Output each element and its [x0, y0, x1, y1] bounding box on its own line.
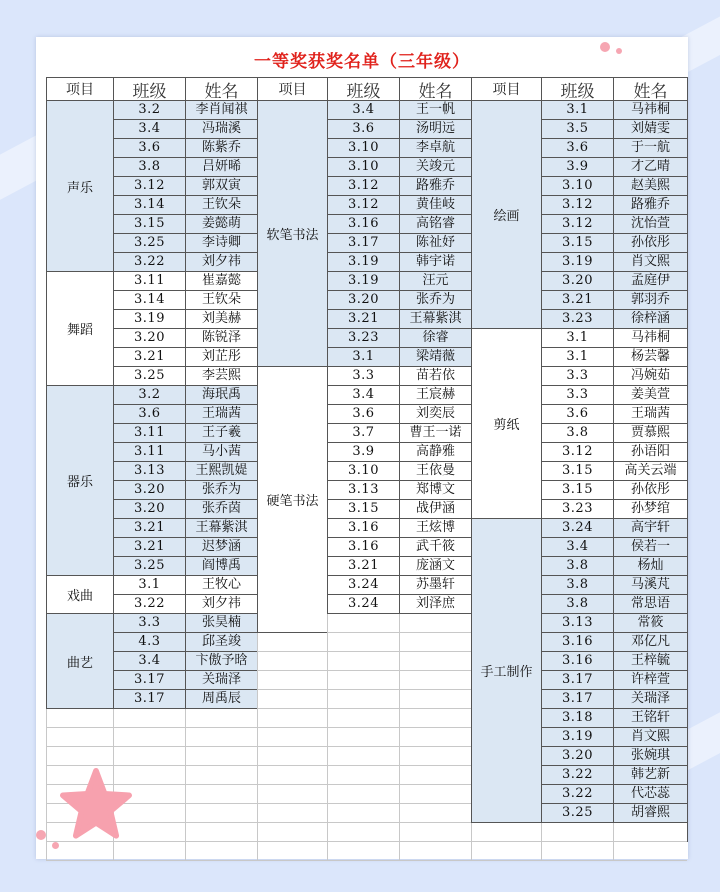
header-class: 班级	[541, 77, 613, 101]
name-cell: 王钦朵	[185, 196, 257, 215]
header-name: 姓名	[613, 77, 687, 101]
class-cell: 3.7	[327, 424, 399, 443]
class-cell: 3.11	[113, 272, 185, 291]
name-cell: 张婉琪	[613, 747, 687, 766]
empty-cell	[327, 728, 399, 747]
class-cell: 3.8	[541, 424, 613, 443]
class-cell: 3.16	[541, 633, 613, 652]
class-cell: 3.21	[327, 310, 399, 329]
class-cell: 3.22	[113, 253, 185, 272]
empty-cell	[185, 747, 257, 766]
name-cell: 海珉禹	[185, 386, 257, 405]
class-cell: 3.17	[113, 671, 185, 690]
class-cell: 3.19	[327, 272, 399, 291]
star-decoration-icon	[60, 768, 132, 840]
class-cell: 3.21	[327, 557, 399, 576]
name-cell: 梁靖薇	[399, 348, 471, 367]
empty-cell	[327, 652, 399, 671]
class-cell: 3.12	[541, 215, 613, 234]
empty-cell	[327, 671, 399, 690]
class-cell: 3.25	[113, 557, 185, 576]
empty-cell	[46, 747, 113, 766]
dot-decoration	[52, 842, 59, 849]
name-cell: 孙梦绾	[613, 500, 687, 519]
class-cell: 3.8	[541, 595, 613, 614]
project-cell: 曲艺	[46, 614, 113, 709]
name-cell: 陈祉妤	[399, 234, 471, 253]
empty-cell	[399, 614, 471, 633]
empty-cell	[185, 823, 257, 842]
class-cell: 3.24	[327, 576, 399, 595]
empty-cell	[327, 804, 399, 823]
class-cell: 3.8	[113, 158, 185, 177]
empty-cell	[46, 709, 113, 728]
class-cell: 3.16	[327, 538, 399, 557]
name-cell: 侯若一	[613, 538, 687, 557]
empty-cell	[327, 842, 399, 861]
class-cell: 3.10	[327, 139, 399, 158]
class-cell: 3.20	[113, 329, 185, 348]
name-cell: 冯瑞溪	[185, 120, 257, 139]
name-cell: 王一帆	[399, 101, 471, 120]
name-cell: 庞涵文	[399, 557, 471, 576]
class-cell: 3.12	[113, 177, 185, 196]
name-cell: 李卓航	[399, 139, 471, 158]
class-cell: 3.17	[541, 690, 613, 709]
class-cell: 3.15	[113, 215, 185, 234]
class-cell: 3.10	[541, 177, 613, 196]
class-cell: 3.19	[541, 728, 613, 747]
class-cell: 3.17	[541, 671, 613, 690]
empty-cell	[327, 766, 399, 785]
name-cell: 邱圣竣	[185, 633, 257, 652]
name-cell: 刘泽庶	[399, 595, 471, 614]
project-cell: 剪纸	[471, 329, 541, 519]
name-cell: 陈紫乔	[185, 139, 257, 158]
class-cell: 3.4	[113, 652, 185, 671]
class-cell: 3.4	[113, 120, 185, 139]
empty-cell	[257, 671, 327, 690]
name-cell: 孙语阳	[613, 443, 687, 462]
class-cell: 3.22	[113, 595, 185, 614]
class-cell: 3.6	[541, 405, 613, 424]
name-cell: 路雅乔	[613, 196, 687, 215]
name-cell: 王依曼	[399, 462, 471, 481]
class-cell: 3.12	[327, 196, 399, 215]
class-cell: 3.6	[113, 405, 185, 424]
name-cell: 王幕紫淇	[185, 519, 257, 538]
table-column	[613, 77, 687, 861]
name-cell: 王牧心	[185, 576, 257, 595]
class-cell: 3.11	[113, 424, 185, 443]
class-cell: 3.1	[541, 101, 613, 120]
class-cell: 3.13	[541, 614, 613, 633]
table-column	[46, 77, 113, 861]
name-cell: 高关云端	[613, 462, 687, 481]
header-name: 姓名	[185, 77, 257, 101]
empty-cell	[257, 728, 327, 747]
empty-cell	[471, 823, 541, 842]
class-cell: 3.4	[327, 101, 399, 120]
empty-cell	[327, 785, 399, 804]
class-cell: 3.19	[327, 253, 399, 272]
name-cell: 王铭轩	[613, 709, 687, 728]
name-cell: 汪元	[399, 272, 471, 291]
name-cell: 郭双寅	[185, 177, 257, 196]
name-cell: 崔嘉懿	[185, 272, 257, 291]
empty-cell	[257, 690, 327, 709]
name-cell: 代芯蕊	[613, 785, 687, 804]
name-cell: 战伊涵	[399, 500, 471, 519]
class-cell: 3.21	[113, 519, 185, 538]
class-cell: 3.17	[113, 690, 185, 709]
class-cell: 3.1	[541, 329, 613, 348]
class-cell: 3.23	[327, 329, 399, 348]
class-cell: 3.24	[541, 519, 613, 538]
name-cell: 马溪芃	[613, 576, 687, 595]
name-cell: 苗若依	[399, 367, 471, 386]
name-cell: 郭羽乔	[613, 291, 687, 310]
name-cell: 贾慕熙	[613, 424, 687, 443]
name-cell: 阎博禹	[185, 557, 257, 576]
name-cell: 刘芷彤	[185, 348, 257, 367]
empty-cell	[185, 785, 257, 804]
name-cell: 王瑞茜	[613, 405, 687, 424]
empty-cell	[257, 785, 327, 804]
table-column	[113, 77, 185, 861]
name-cell: 王宸赫	[399, 386, 471, 405]
class-cell: 3.25	[541, 804, 613, 823]
table-column	[471, 77, 541, 861]
empty-cell	[46, 728, 113, 747]
empty-cell	[471, 842, 541, 861]
class-cell: 3.25	[113, 367, 185, 386]
empty-cell	[327, 747, 399, 766]
name-cell: 孙依彤	[613, 481, 687, 500]
class-cell: 3.2	[113, 386, 185, 405]
name-cell: 胡睿熙	[613, 804, 687, 823]
empty-cell	[185, 842, 257, 861]
class-cell: 4.3	[113, 633, 185, 652]
name-cell: 高宇轩	[613, 519, 687, 538]
empty-cell	[185, 804, 257, 823]
class-cell: 3.15	[541, 462, 613, 481]
empty-cell	[113, 747, 185, 766]
empty-cell	[399, 785, 471, 804]
project-cell: 器乐	[46, 386, 113, 576]
empty-cell	[257, 804, 327, 823]
name-cell: 李肖闻祺	[185, 101, 257, 120]
class-cell: 3.20	[327, 291, 399, 310]
name-cell: 周禹辰	[185, 690, 257, 709]
empty-cell	[113, 842, 185, 861]
name-cell: 王梓毓	[613, 652, 687, 671]
name-cell: 迟梦涵	[185, 538, 257, 557]
empty-cell	[399, 823, 471, 842]
name-cell: 邓亿凡	[613, 633, 687, 652]
empty-cell	[541, 823, 613, 842]
empty-cell	[257, 652, 327, 671]
empty-cell	[257, 823, 327, 842]
name-cell: 韩艺新	[613, 766, 687, 785]
name-cell: 张乔为	[399, 291, 471, 310]
class-cell: 3.15	[541, 234, 613, 253]
name-cell: 孟庭伊	[613, 272, 687, 291]
class-cell: 3.15	[327, 500, 399, 519]
class-cell: 3.6	[541, 139, 613, 158]
class-cell: 3.3	[327, 367, 399, 386]
name-cell: 王炫博	[399, 519, 471, 538]
name-cell: 常思语	[613, 595, 687, 614]
name-cell: 肖文熙	[613, 728, 687, 747]
class-cell: 3.8	[541, 576, 613, 595]
project-cell: 戏曲	[46, 576, 113, 614]
class-cell: 3.3	[113, 614, 185, 633]
header-class: 班级	[327, 77, 399, 101]
table-column	[541, 77, 613, 861]
header-class: 班级	[113, 77, 185, 101]
project-cell: 绘画	[471, 101, 541, 329]
name-cell: 肖文熙	[613, 253, 687, 272]
class-cell: 3.5	[541, 120, 613, 139]
class-cell: 3.24	[327, 595, 399, 614]
name-cell: 王瑞茜	[185, 405, 257, 424]
empty-cell	[257, 842, 327, 861]
empty-cell	[399, 804, 471, 823]
name-cell: 曹王一诺	[399, 424, 471, 443]
table-column	[185, 77, 257, 861]
dot-decoration	[36, 830, 46, 840]
empty-cell	[541, 842, 613, 861]
header-project: 项目	[257, 77, 327, 101]
class-cell: 3.20	[541, 747, 613, 766]
empty-cell	[327, 709, 399, 728]
empty-cell	[399, 633, 471, 652]
name-cell: 关竣元	[399, 158, 471, 177]
name-cell: 张乔为	[185, 481, 257, 500]
empty-cell	[327, 614, 399, 633]
class-cell: 3.6	[113, 139, 185, 158]
class-cell: 3.17	[327, 234, 399, 253]
project-cell: 硬笔书法	[257, 367, 327, 633]
table-column	[257, 77, 327, 861]
project-cell: 软笔书法	[257, 101, 327, 367]
name-cell: 高铭睿	[399, 215, 471, 234]
class-cell: 3.19	[113, 310, 185, 329]
name-cell: 汤明远	[399, 120, 471, 139]
class-cell: 3.15	[541, 481, 613, 500]
name-cell: 徐睿	[399, 329, 471, 348]
empty-cell	[185, 728, 257, 747]
class-cell: 3.20	[113, 481, 185, 500]
empty-cell	[113, 728, 185, 747]
name-cell: 马祎桐	[613, 101, 687, 120]
empty-cell	[113, 709, 185, 728]
class-cell: 3.4	[327, 386, 399, 405]
dot-decoration	[600, 42, 610, 52]
header-name: 姓名	[399, 77, 471, 101]
name-cell: 沈怡萱	[613, 215, 687, 234]
name-cell: 才乙晴	[613, 158, 687, 177]
empty-cell	[399, 747, 471, 766]
class-cell: 3.3	[541, 367, 613, 386]
class-cell: 3.20	[541, 272, 613, 291]
project-cell: 舞蹈	[46, 272, 113, 386]
name-cell: 孙依彤	[613, 234, 687, 253]
class-cell: 3.12	[541, 443, 613, 462]
class-cell: 3.6	[327, 405, 399, 424]
sheet-title: 一等奖获奖名单（三年级）	[254, 52, 470, 72]
project-cell: 声乐	[46, 101, 113, 272]
class-cell: 3.14	[113, 196, 185, 215]
name-cell: 韩宇诺	[399, 253, 471, 272]
name-cell: 武千筱	[399, 538, 471, 557]
header-project: 项目	[471, 77, 541, 101]
class-cell: 3.4	[541, 538, 613, 557]
name-cell: 杨灿	[613, 557, 687, 576]
empty-cell	[613, 842, 687, 861]
class-cell: 3.6	[327, 120, 399, 139]
empty-cell	[399, 671, 471, 690]
dot-decoration	[616, 48, 622, 54]
empty-cell	[613, 823, 687, 842]
name-cell: 姜懿萌	[185, 215, 257, 234]
class-cell: 3.16	[327, 215, 399, 234]
name-cell: 刘夕祎	[185, 595, 257, 614]
name-cell: 刘婧雯	[613, 120, 687, 139]
empty-cell	[327, 690, 399, 709]
name-cell: 卞傲予晗	[185, 652, 257, 671]
name-cell: 许梓萱	[613, 671, 687, 690]
empty-cell	[399, 766, 471, 785]
empty-cell	[399, 709, 471, 728]
class-cell: 3.1	[541, 348, 613, 367]
empty-cell	[257, 709, 327, 728]
empty-cell	[327, 633, 399, 652]
class-cell: 3.21	[541, 291, 613, 310]
header-project: 项目	[46, 77, 113, 101]
empty-cell	[399, 652, 471, 671]
name-cell: 高静雅	[399, 443, 471, 462]
name-cell: 路雅乔	[399, 177, 471, 196]
name-cell: 关瑞泽	[613, 690, 687, 709]
name-cell: 吕妍晞	[185, 158, 257, 177]
name-cell: 王子羲	[185, 424, 257, 443]
empty-cell	[257, 747, 327, 766]
name-cell: 于一航	[613, 139, 687, 158]
class-cell: 3.1	[327, 348, 399, 367]
class-cell: 3.10	[327, 462, 399, 481]
name-cell: 刘美赫	[185, 310, 257, 329]
empty-cell	[399, 842, 471, 861]
class-cell: 3.10	[327, 158, 399, 177]
class-cell: 3.13	[327, 481, 399, 500]
class-cell: 3.9	[541, 158, 613, 177]
name-cell: 赵美熙	[613, 177, 687, 196]
empty-cell	[399, 728, 471, 747]
project-cell: 手工制作	[471, 519, 541, 823]
class-cell: 3.21	[113, 348, 185, 367]
empty-cell	[399, 690, 471, 709]
name-cell: 杨芸馨	[613, 348, 687, 367]
name-cell: 郑博文	[399, 481, 471, 500]
class-cell: 3.25	[113, 234, 185, 253]
name-cell: 刘夕祎	[185, 253, 257, 272]
name-cell: 刘奕辰	[399, 405, 471, 424]
name-cell: 常筱	[613, 614, 687, 633]
name-cell: 马小茜	[185, 443, 257, 462]
class-cell: 3.1	[113, 576, 185, 595]
name-cell: 姜美萱	[613, 386, 687, 405]
name-cell: 王幕紫淇	[399, 310, 471, 329]
class-cell: 3.21	[113, 538, 185, 557]
class-cell: 3.9	[327, 443, 399, 462]
name-cell: 张乔茵	[185, 500, 257, 519]
name-cell: 黄佳岐	[399, 196, 471, 215]
name-cell: 苏墨轩	[399, 576, 471, 595]
class-cell: 3.23	[541, 310, 613, 329]
class-cell: 3.12	[541, 196, 613, 215]
name-cell: 冯婉茹	[613, 367, 687, 386]
class-cell: 3.22	[541, 766, 613, 785]
class-cell: 3.16	[541, 652, 613, 671]
class-cell: 3.3	[541, 386, 613, 405]
name-cell: 马祎桐	[613, 329, 687, 348]
class-cell: 3.2	[113, 101, 185, 120]
table-column	[399, 77, 471, 861]
class-cell: 3.22	[541, 785, 613, 804]
empty-cell	[185, 766, 257, 785]
name-cell: 王钦朵	[185, 291, 257, 310]
empty-cell	[327, 823, 399, 842]
name-cell: 李芸熙	[185, 367, 257, 386]
class-cell: 3.20	[113, 500, 185, 519]
empty-cell	[257, 766, 327, 785]
class-cell: 3.8	[541, 557, 613, 576]
class-cell: 3.18	[541, 709, 613, 728]
class-cell: 3.19	[541, 253, 613, 272]
name-cell: 张昊楠	[185, 614, 257, 633]
class-cell: 3.12	[327, 177, 399, 196]
class-cell: 3.13	[113, 462, 185, 481]
empty-cell	[185, 709, 257, 728]
name-cell: 陈锐泽	[185, 329, 257, 348]
table-column	[327, 77, 399, 861]
empty-cell	[257, 633, 327, 652]
class-cell: 3.16	[327, 519, 399, 538]
table-right-border	[687, 77, 688, 842]
name-cell: 王熙凯媞	[185, 462, 257, 481]
class-cell: 3.23	[541, 500, 613, 519]
name-cell: 李诗卿	[185, 234, 257, 253]
name-cell: 关瑞泽	[185, 671, 257, 690]
class-cell: 3.11	[113, 443, 185, 462]
class-cell: 3.14	[113, 291, 185, 310]
name-cell: 徐梓涵	[613, 310, 687, 329]
